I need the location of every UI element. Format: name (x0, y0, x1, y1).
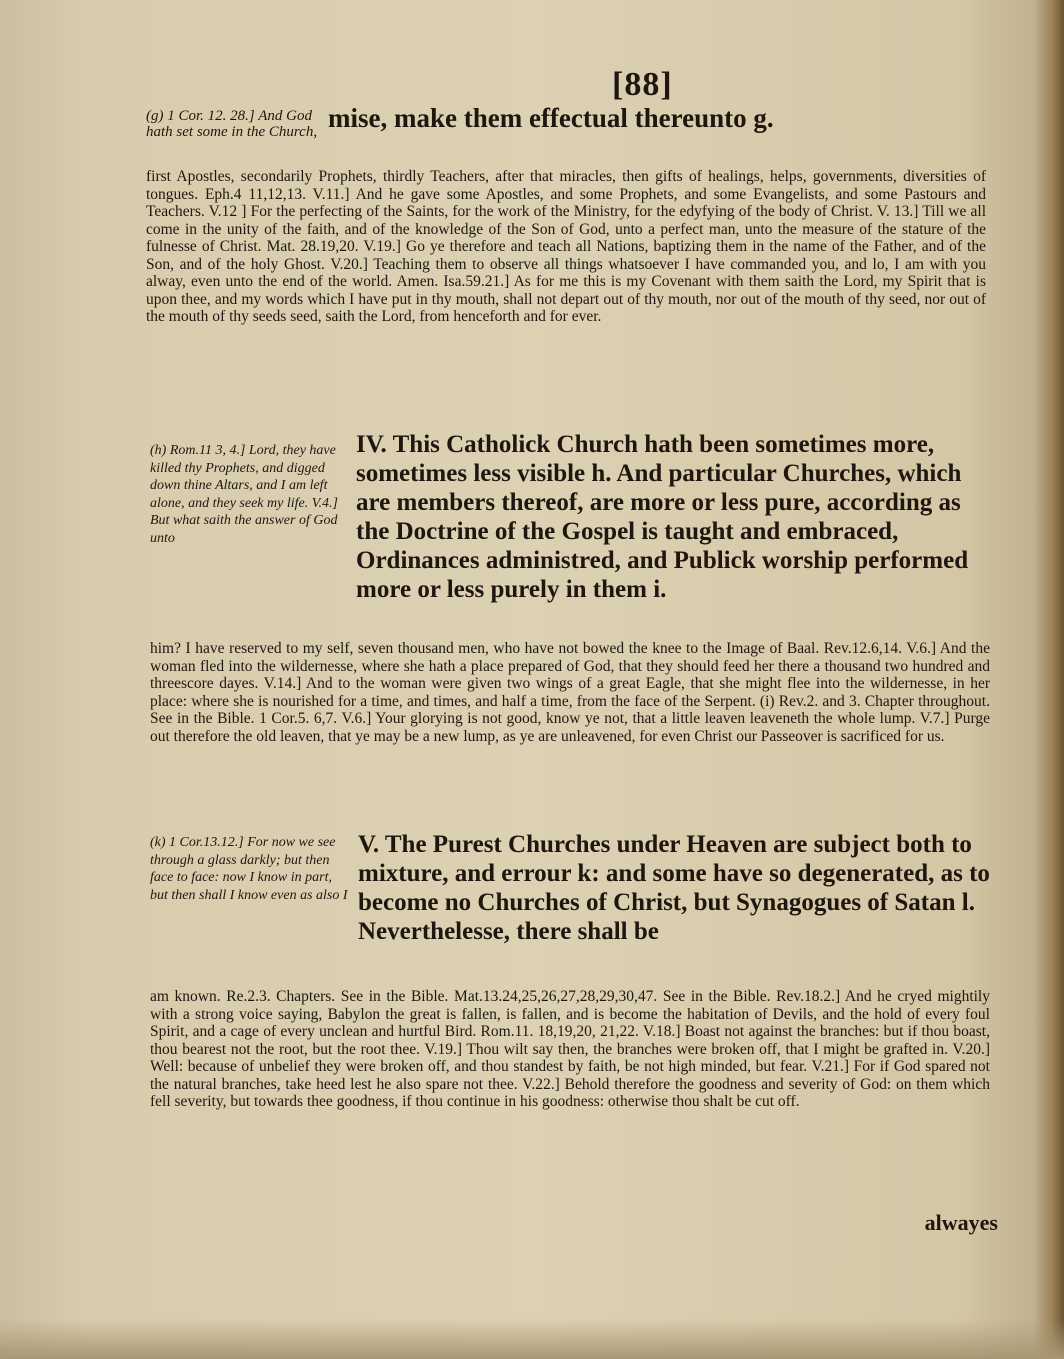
body-text-k: am known. Re.2.3. Chapters. See in the Bible. Mat.13.24,25,26,27,28,29,30,47. See in the Bible. Rev.18.2.] And he cryed mightily with a strong voice saying, Babylon the great is fallen, is fallen, and is become the habitation of Devils, and the hold of every foul Spirit, and a cage of every unclean and hurtful Bird. Rom.11. 18,19,20, 21,22. V.18.] Boast not against the branches: but if thou boast, thou bearest not the root, but the root thee. V.19.] Thou wilt say then, the branches were broken off, that I might be grafted in. V.20.] Well: because of unbelief they were broken off, and thou standest by faith, be not high minded, but fear. V.21.] For if God spared not the natural branches, take heed lest he also spare not thee. V.22.] Behold therefore the goodness and severity of God: on them which fell severity, but towards thee goodness, if thou continue in his goodness: otherwise thou shalt be cut off. (150, 988, 990, 1110)
margin-note-h: (h) Rom.11 3, 4.] Lord, they have killed thy Prophets, and digged down thine Altars, and I am left alone, and they seek my life. V.4.] But what saith the answer of God unto (150, 443, 338, 546)
article-v-heading: V. The Purest Churches under Heaven are subject both to mixture, and errour k: and some have so degenerated, as to become no Churches of Christ, but Synagogues of Satan l. Neverthelesse, there shall be (358, 831, 990, 945)
page-number: [88] (612, 66, 673, 103)
article-iv-heading: IV. This Catholick Church hath been sometimes more, sometimes less visible h. And particular Churches, which are members thereof, are more or less pure, according as the Doctrine of the Gospel is taught and embraced, Ordinances administred, and Publick worship performed more or less purely in them i. (356, 431, 969, 603)
page-edge-shadow (1034, 0, 1064, 1359)
page-bottom-shadow (0, 1319, 1064, 1359)
margin-note-k: (k) 1 Cor.13.12.] For now we see through a glass darkly; but then face to face: now I know in part, but then shall I know even as also I (150, 835, 348, 903)
margin-note-g: (g) 1 Cor. 12. 28.] And God hath set some in the Church, (146, 108, 318, 140)
heading-tail-g: mise, make them effectual thereunto g. (328, 103, 774, 133)
body-text-g: first Apostles, secondarily Prophets, thirdly Teachers, after that miracles, then gifts of healings, helps, governments, diversities of tongues. Eph.4 11,12,13. V.11.] And he gave some Apostles, and some Prophets, and some Evangelists, and some Pastours and Teachers. V.12 ] For the perfecting of the Saints, for the work of the Ministry, for the edyfying of the body of Christ. V. 13.] Till we all come in the unity of the faith, and of the knowledge of the Son of God, unto a perfect man, unto the measure of the stature of the fulnesse of Christ. Mat. 28.19,20. V.19.] Go ye therefore and teach all Nations, baptizing them in the name of the Father, and of the Son, and of the holy Ghost. V.20.] Teaching them to observe all things whatsoever I have commanded you, and lo, I am with you alway, even unto the end of the world. Amen. Isa.59.21.] As for me this is my Covenant with them saith the Lord, my Spirit that is upon thee, and my words which I have put in thy mouth, shall not depart out of thy mouth, nor out of the mouth of thy seed, nor out of the mouth of thy seeds seed, saith the Lord, from henceforth and for ever. (146, 168, 986, 325)
body-text-h: him? I have reserved to my self, seven thousand men, who have not bowed the knee to the Image of Baal. Rev.12.6,14. V.6.] And the woman fled into the wildernesse, where she hath a place prepared of God, that they should feed her there a thousand two hundred and threescore dayes. V.14.] And to the woman were given two wings of a great Eagle, that she might flee into the wildernesse, in her place: where she is nourished for a time, and times, and half a time, from the face of the Serpent. (i) Rev.2. and 3. Chapter throughout. See in the Bible. 1 Cor.5. 6,7. V.6.] Your glorying is not good, know ye not, that a little leaven leaveneth the whole lump. V.7.] Purge out therefore the old leaven, that ye may be a new lump, as ye are unleavened, for even Christ our Passeover is sacrificed for us. (150, 640, 990, 745)
catchword: alwayes (924, 1210, 998, 1235)
